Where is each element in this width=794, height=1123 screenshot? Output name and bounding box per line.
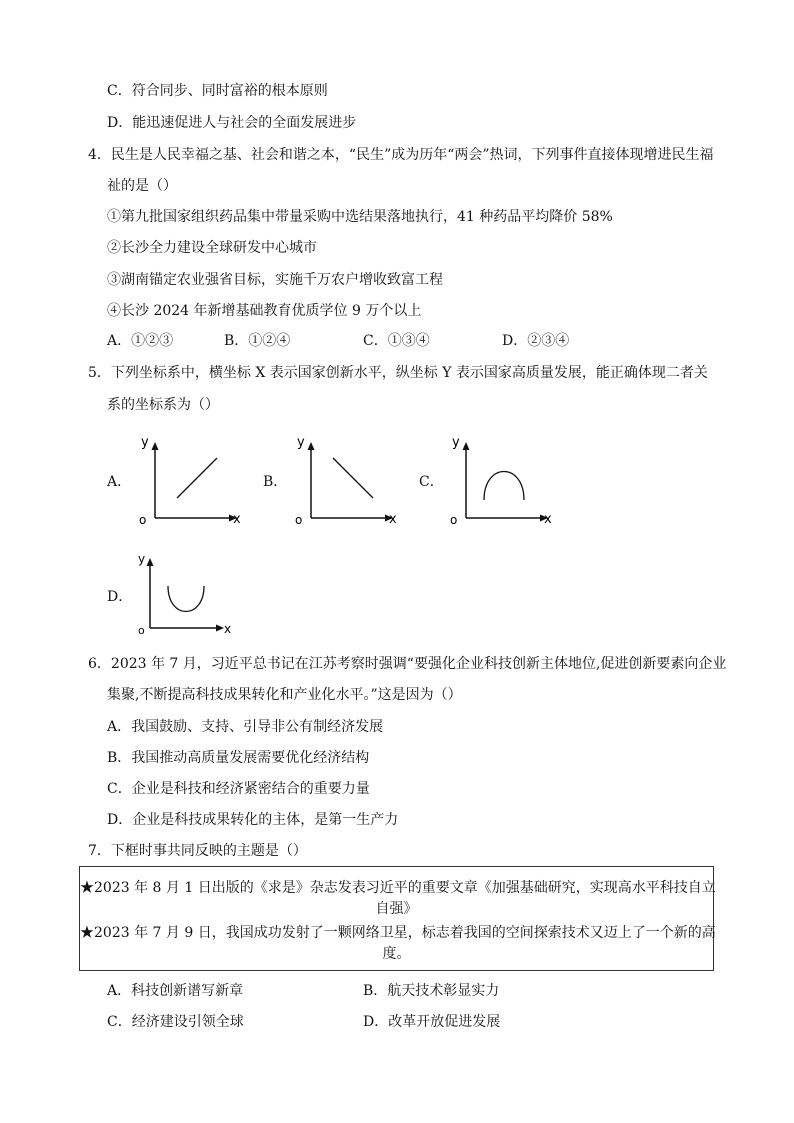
q4-option-b: B．①②④	[224, 333, 291, 349]
graph-c-y-label: y	[452, 435, 460, 450]
q4-item-3: ③湖南锚定农业强省目标，实施千万农户增收致富工程	[107, 272, 443, 288]
graph-b-x-label: x	[389, 512, 397, 527]
graph-a-x-label: x	[233, 512, 241, 527]
q7-box-line1: ★2023 年 8 月 1 日出版的《求是》杂志发表习近平的重要文章《加强基础研究，实现高水平科技自立	[80, 880, 716, 896]
q4-option-c: C．①③④	[363, 333, 430, 349]
graph-d-y-label: y	[138, 552, 146, 566]
q6-option-c: C．企业是科技和经济紧密结合的重要力量	[107, 781, 370, 797]
q6-stem-line1: 6．2023 年 7 月，习近平总书记在江苏考察时强调“要强化企业科技创新主体地位,促进创新要素向企业	[88, 656, 727, 672]
q5-option-a-label: A．	[107, 474, 132, 490]
q4-item-4: ④长沙 2024 年新增基础教育优质学位 9 万个以上	[107, 303, 422, 319]
q3-option-d: D．能迅速促进人与社会的全面发展进步	[107, 115, 357, 131]
q7-stem: 7．下框时事共同反映的主题是（）	[88, 843, 307, 859]
q5-option-b-label: B．	[263, 474, 288, 490]
q6-stem-line2: 集聚,不断提高科技成果转化和产业化水平。”这是因为（）	[107, 687, 462, 703]
q6-option-a: A．我国鼓励、支持、引导非公有制经济发展	[107, 719, 384, 735]
q7-box-line2: ★2023 年 7 月 9 日，我国成功发射了一颗网络卫星，标志着我国的空间探索技术又迈上了一个新的高	[80, 925, 716, 941]
q4-stem-line2: 祉的是（）	[107, 178, 177, 194]
graph-c-inverted-u	[446, 428, 566, 528]
q4-option-a: A．①②③	[107, 333, 174, 349]
q7-box-line2-cont: 度。	[382, 946, 411, 962]
graph-b-y-label: y	[297, 435, 305, 450]
graph-b-origin-label: o	[295, 513, 303, 527]
q7-option-d: D．改革开放促进发展	[363, 1014, 501, 1030]
q4-stem-line1: 4．民生是人民幸福之基、社会和谐之本，“民生”成为历年“两会”热词，下列事件直接体现增进民生福	[88, 147, 714, 163]
q7-news-box	[79, 866, 714, 971]
graph-c-x-label: x	[544, 512, 552, 527]
q5-option-c-label: C．	[419, 474, 444, 490]
q7-option-a: A．科技创新谱写新章	[107, 983, 244, 999]
q4-option-d: D．②③④	[502, 333, 570, 349]
q7-box-line1-cont: 自强》	[375, 901, 418, 917]
q7-option-b: B．航天技术彰显实力	[363, 983, 500, 999]
q3-option-c: C．符合同步、同时富裕的根本原则	[107, 83, 328, 99]
graph-a-increasing	[135, 428, 255, 528]
graph-d-u-shape	[132, 548, 242, 638]
graph-b-decreasing	[291, 428, 411, 528]
q5-stem-line2: 系的坐标系为（）	[107, 397, 219, 413]
q6-option-b: B．我国推动高质量发展需要优化经济结构	[107, 750, 370, 766]
q7-option-c: C．经济建设引领全球	[107, 1014, 244, 1030]
q4-item-2: ②长沙全力建设全球研发中心城市	[107, 240, 317, 256]
q5-option-d-label: D．	[107, 589, 133, 605]
graph-a-origin-label: o	[139, 513, 147, 527]
graph-d-x-label: x	[224, 622, 232, 636]
q6-option-d: D．企业是科技成果转化的主体，是第一生产力	[107, 812, 399, 828]
q4-item-1: ①第九批国家组织药品集中带量采购中选结果落地执行，41 种药品平均降价 58%	[107, 209, 613, 225]
q5-stem-line1: 5．下列坐标系中，横坐标 X 表示国家创新水平，纵坐标 Y 表示国家高质量发展，能正确体现二者关	[88, 365, 708, 381]
graph-a-y-label: y	[141, 435, 149, 450]
graph-d-origin-label: o	[138, 624, 145, 637]
graph-c-origin-label: o	[450, 513, 458, 527]
